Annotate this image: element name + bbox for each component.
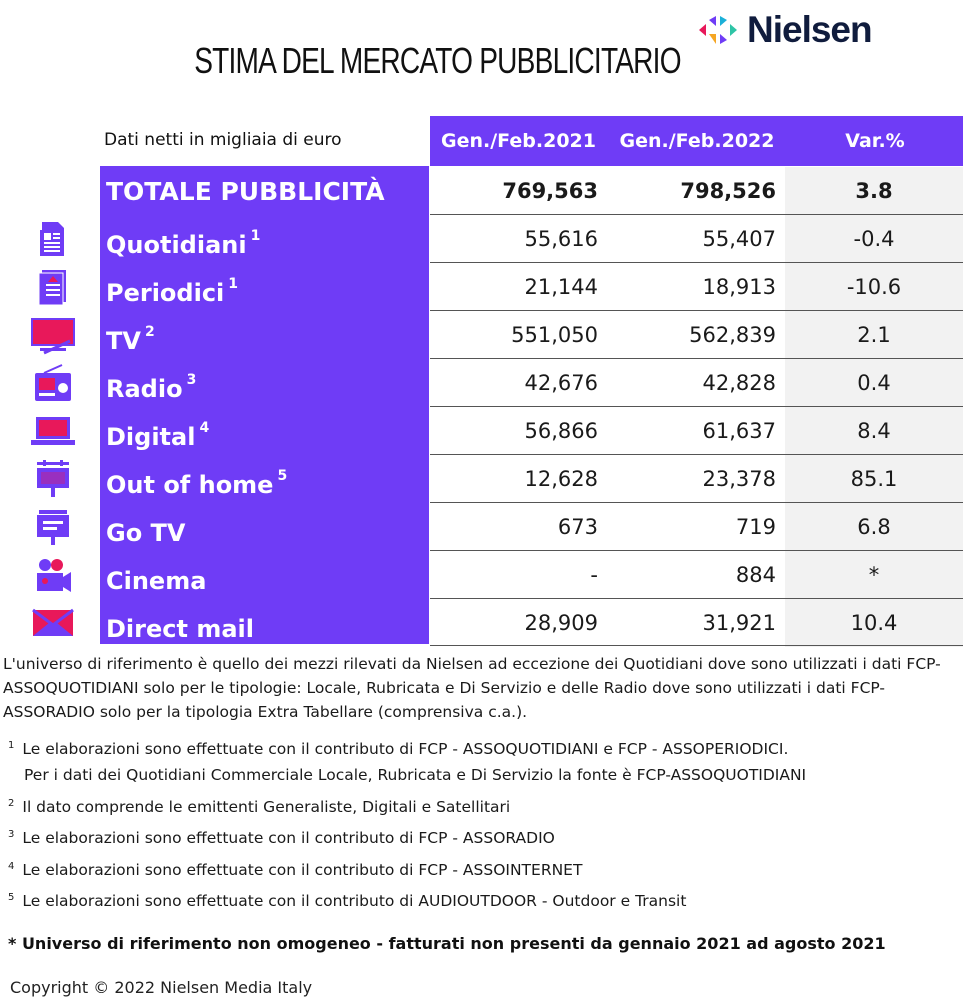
value-2022: 18,913	[702, 275, 776, 299]
copyright: Copyright © 2022 Nielsen Media Italy	[10, 978, 313, 997]
billboard-icon	[28, 456, 78, 502]
movie-camera-icon	[28, 552, 78, 598]
value-2022: 61,637	[702, 419, 776, 443]
magazine-icon	[28, 264, 78, 310]
row-label: TV $^2$	[106, 324, 155, 355]
table-row	[0, 215, 970, 263]
value-2021: 673	[557, 515, 598, 539]
header-2022: Gen./Feb.2022	[619, 130, 775, 152]
row-label: Go TV	[106, 519, 186, 547]
unit-label: Dati netti in migliaia di euro	[104, 130, 342, 150]
header-var: Var.%	[845, 130, 905, 152]
laptop-icon	[28, 408, 78, 454]
value-var: 8.4	[785, 407, 963, 455]
row-label: Out of home $^5$	[106, 468, 288, 499]
footnote-1: $^1$ Le elaborazioni sono effettuate con il contributo di FCP - ASSOQUOTIDIANI e FCP - ASSOPERIODICI.	[8, 740, 789, 758]
table-row	[0, 359, 970, 407]
tv-icon	[28, 312, 78, 358]
table-row	[0, 551, 970, 599]
value-2021: 55,616	[524, 227, 598, 251]
table-row-total	[0, 167, 970, 215]
value-var: 0.4	[785, 359, 963, 407]
value-2021: 21,144	[524, 275, 598, 299]
nielsen-mark-icon	[697, 15, 741, 45]
footnote-3: $^3$ Le elaborazioni sono effettuate con il contributo di FCP - ASSORADIO	[8, 829, 555, 847]
row-label: Quotidiani $^1$	[106, 228, 261, 259]
value-var: 2.1	[785, 311, 963, 359]
table-row	[0, 407, 970, 455]
value-2021: 28,909	[524, 611, 598, 635]
value-var: *	[785, 551, 963, 599]
header-2021: Gen./Feb.2021	[441, 130, 596, 152]
row-label: Direct mail	[106, 615, 254, 643]
table-row	[0, 599, 970, 647]
value-2021: 12,628	[524, 467, 598, 491]
value-2021: 769,563	[502, 179, 598, 203]
gotv-screen-icon	[28, 504, 78, 550]
value-2022: 562,839	[689, 323, 776, 347]
value-2022: 23,378	[702, 467, 776, 491]
table-row	[0, 455, 970, 503]
value-var: 3.8	[785, 167, 963, 215]
row-label: TOTALE PUBBLICITÀ	[106, 177, 385, 206]
value-2021: -	[590, 563, 598, 587]
value-2022: 719	[735, 515, 776, 539]
value-2021: 42,676	[524, 371, 598, 395]
row-label: Periodici $^1$	[106, 276, 239, 307]
universe-note: L'universo di riferimento è quello dei mezzi rilevati da Nielsen ad eccezione dei Quotidiani dove sono utilizzati i dati FCP-ASSOQUOTIDIANI solo per le tipologie: Locale, Rubricata e Di Servizio e delle Radio dove sono utilizzati i dati FCP-ASSORADIO solo per la tipologia Extra Tabellare (comprensiva c.a.).	[3, 655, 941, 721]
value-2022: 884	[735, 563, 776, 587]
radio-icon	[28, 360, 78, 406]
value-var: -10.6	[785, 263, 963, 311]
table-row	[0, 311, 970, 359]
newspaper-icon	[28, 216, 78, 262]
value-var: -0.4	[785, 215, 963, 263]
value-2021: 551,050	[511, 323, 598, 347]
value-var: 85.1	[785, 455, 963, 503]
value-2022: 798,526	[680, 179, 776, 203]
warning-note: * Universo di riferimento non omogeneo - fatturati non presenti da gennaio 2021 ad agosto 2021	[8, 934, 886, 953]
row-label: Radio $^3$	[106, 372, 197, 403]
footnote-1-cont: Per i dati dei Quotidiani Commerciale Locale, Rubricata e Di Servizio la fonte è FCP-ASSOQUOTIDIANI	[24, 766, 807, 784]
value-2022: 31,921	[702, 611, 776, 635]
table-row	[0, 263, 970, 311]
row-label: Digital $^4$	[106, 420, 210, 451]
table-row	[0, 503, 970, 551]
value-2022: 42,828	[702, 371, 776, 395]
footnote-4: $^4$ Le elaborazioni sono effettuate con il contributo di FCP - ASSOINTERNET	[8, 861, 583, 879]
value-var: 10.4	[785, 599, 963, 647]
row-label: Cinema	[106, 567, 207, 595]
envelope-icon	[28, 600, 78, 646]
footnote-5: $^5$ Le elaborazioni sono effettuate con il contributo di AUDIOUTDOOR - Outdoor e Transit	[8, 892, 687, 910]
value-2021: 56,866	[524, 419, 598, 443]
page-title: STIMA DEL MERCATO PUBBLICITARIO	[194, 40, 681, 81]
nielsen-logo	[697, 9, 872, 50]
value-var: 6.8	[785, 503, 963, 551]
nielsen-wordmark: Nielsen	[747, 9, 872, 50]
value-2022: 55,407	[702, 227, 776, 251]
row-separator	[430, 645, 963, 646]
footnote-2: $^2$ Il dato comprende le emittenti Generaliste, Digitali e Satellitari	[8, 798, 511, 816]
